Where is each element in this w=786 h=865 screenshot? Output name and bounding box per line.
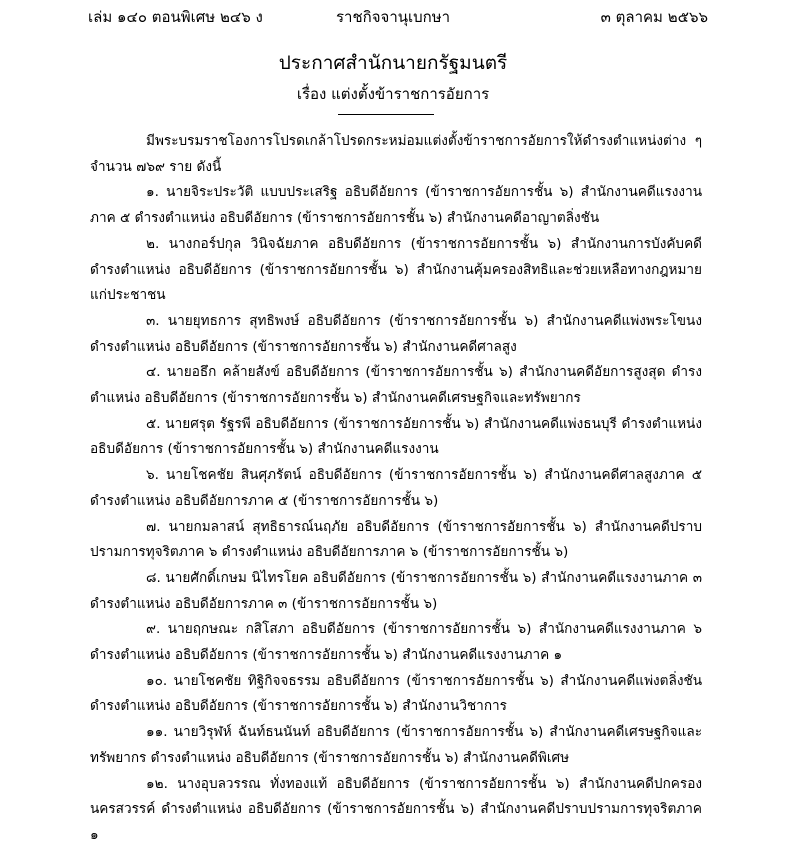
appointment-item-5: ๕. นายศรุต รัฐรพี อธิบดีอัยการ (ข้าราชการอัยการชั้น ๖) สำนักงานคดีแพ่งธนบุรี ดำรงตำแหน่ง อธิบดีอัยการ (ข้าราชการอัยการชั้น ๖) สำนักงานคดีแรงงาน <box>90 415 702 458</box>
appointment-item-6: ๖. นายโชคชัย สินศุภรัตน์ อธิบดีอัยการ (ข้าราชการอัยการชั้น ๖) สำนักงานคดีศาลสูงภาค ๕ ดำรงตำแหน่ง อธิบดีอัยการภาค ๕ (ข้าราชการอัยการชั้น ๖) <box>90 467 702 509</box>
appointment-item-9: ๙. นายฤกษณะ กสิโสภา อธิบดีอัยการ (ข้าราชการอัยการชั้น ๖) สำนักงานคดีแรงงานภาค ๖ ดำรงตำแหน่ง อธิบดีอัยการ (ข้าราชการอัยการชั้น ๖) สำนักงานคดีแรงงานภาค ๑ <box>90 621 702 664</box>
announcement-body <box>90 129 702 849</box>
announcement-subject: เรื่อง แต่งตั้งข้าราชการอัยการ <box>296 85 490 103</box>
appointment-item-2: ๒. นางกอร์ปกุล วินิจฉัยภาค อธิบดีอัยการ (ข้าราชการอัยการชั้น ๖) สำนักงานการบังคับคดี ดำรงตำแหน่ง อธิบดีอัยการ (ข้าราชการอัยการชั้น ๖) สำนักงานคุ้มครองสิทธิและช่วยเหลือทางกฎหมายแก่ประชาชน <box>90 235 702 304</box>
intro-paragraph: มีพระบรมราชโองการโปรดเกล้าโปรดกระหม่อมแต่งตั้งข้าราชการอัยการให้ดำรงตำแหน่งต่าง ๆ จำนวน ๗๖๙ ราย ดังนี้ <box>90 133 702 175</box>
appointment-item-11: ๑๑. นายวิรุฬห์ ฉันท์ธนนันท์ อธิบดีอัยการ (ข้าราชการอัยการชั้น ๖) สำนักงานคดีเศรษฐกิจและทรัพยากร ดำรงตำแหน่ง อธิบดีอัยการ (ข้าราชการอัยการชั้น ๖) สำนักงานคดีพิเศษ <box>90 724 702 766</box>
appointment-item-10: ๑๐. นายโชคชัย ทิฐิกิจจธรรม อธิบดีอัยการ (ข้าราชการอัยการชั้น ๖) สำนักงานคดีแพ่งตลิ่งชัน ดำรงตำแหน่ง อธิบดีอัยการ (ข้าราชการอัยการชั้น ๖) สำนักงานวิชาการ <box>90 672 702 715</box>
appointment-item-4: ๔. นายอธึก คล้ายสังข์ อธิบดีอัยการ (ข้าราชการอัยการชั้น ๖) สำนักงานคดีอัยการสูงสุด ดำรงตำแหน่ง อธิบดีอัยการ (ข้าราชการอัยการชั้น ๖) สำนักงานคดีเศรษฐกิจและทรัพยากร <box>90 364 702 407</box>
appointment-item-3: ๓. นายยุทธการ สุทธิพงษ์ อธิบดีอัยการ (ข้าราชการอัยการชั้น ๖) สำนักงานคดีแพ่งพระโขนง ดำรงตำแหน่ง อธิบดีอัยการ (ข้าราชการอัยการชั้น ๖) สำนักงานคดีศาลสูง <box>90 312 702 355</box>
gazette-name: ราชกิจจานุเบกษา <box>336 8 451 26</box>
volume-label: เล่ม ๑๔๐ ตอนพิเศษ ๒๔๖ ง <box>88 8 263 26</box>
appointment-item-8: ๘. นายศักดิ์เกษม นิไทรโยค อธิบดีอัยการ (ข้าราชการอัยการชั้น ๖) สำนักงานคดีแรงงานภาค ๓ ดำรงตำแหน่ง อธิบดีอัยการภาค ๓ (ข้าราชการอัยการชั้น ๖) <box>90 569 702 612</box>
gazette-header <box>88 5 708 29</box>
appointment-item-7: ๗. นายกมลาสน์ สุทธิธารณ์นฤภัย อธิบดีอัยการ (ข้าราชการอัยการชั้น ๖) สำนักงานคดีปราบปรามการทุจริตภาค ๖ ดำรงตำแหน่ง อธิบดีอัยการภาค ๖ (ข้าราชการอัยการชั้น ๖) <box>90 518 702 561</box>
announcement-title: ประกาศสำนักนายกรัฐมนตรี <box>278 52 508 74</box>
title-divider <box>338 114 434 115</box>
appointment-item-12: ๑๒. นางอุบลวรรณ ทั่งทองแท้ อธิบดีอัยการ (ข้าราชการอัยการชั้น ๖) สำนักงานคดีปกครองนครสวรรค์ ดำรงตำแหน่ง อธิบดีอัยการ (ข้าราชการอัยการชั้น ๖) สำนักงานคดีปราบปรามการทุจริตภาค ๑ <box>90 775 702 843</box>
appointment-item-1: ๑. นายจิระประวัติ แบบประเสริฐ อธิบดีอัยการ (ข้าราชการอัยการชั้น ๖) สำนักงานคดีแรงงานภาค ๕ ดำรงตำแหน่ง อธิบดีอัยการ (ข้าราชการอัยการชั้น ๖) สำนักงานคดีอาญาตลิ่งชัน <box>90 184 702 227</box>
issue-date: ๓ ตุลาคม ๒๕๖๖ <box>600 8 708 26</box>
